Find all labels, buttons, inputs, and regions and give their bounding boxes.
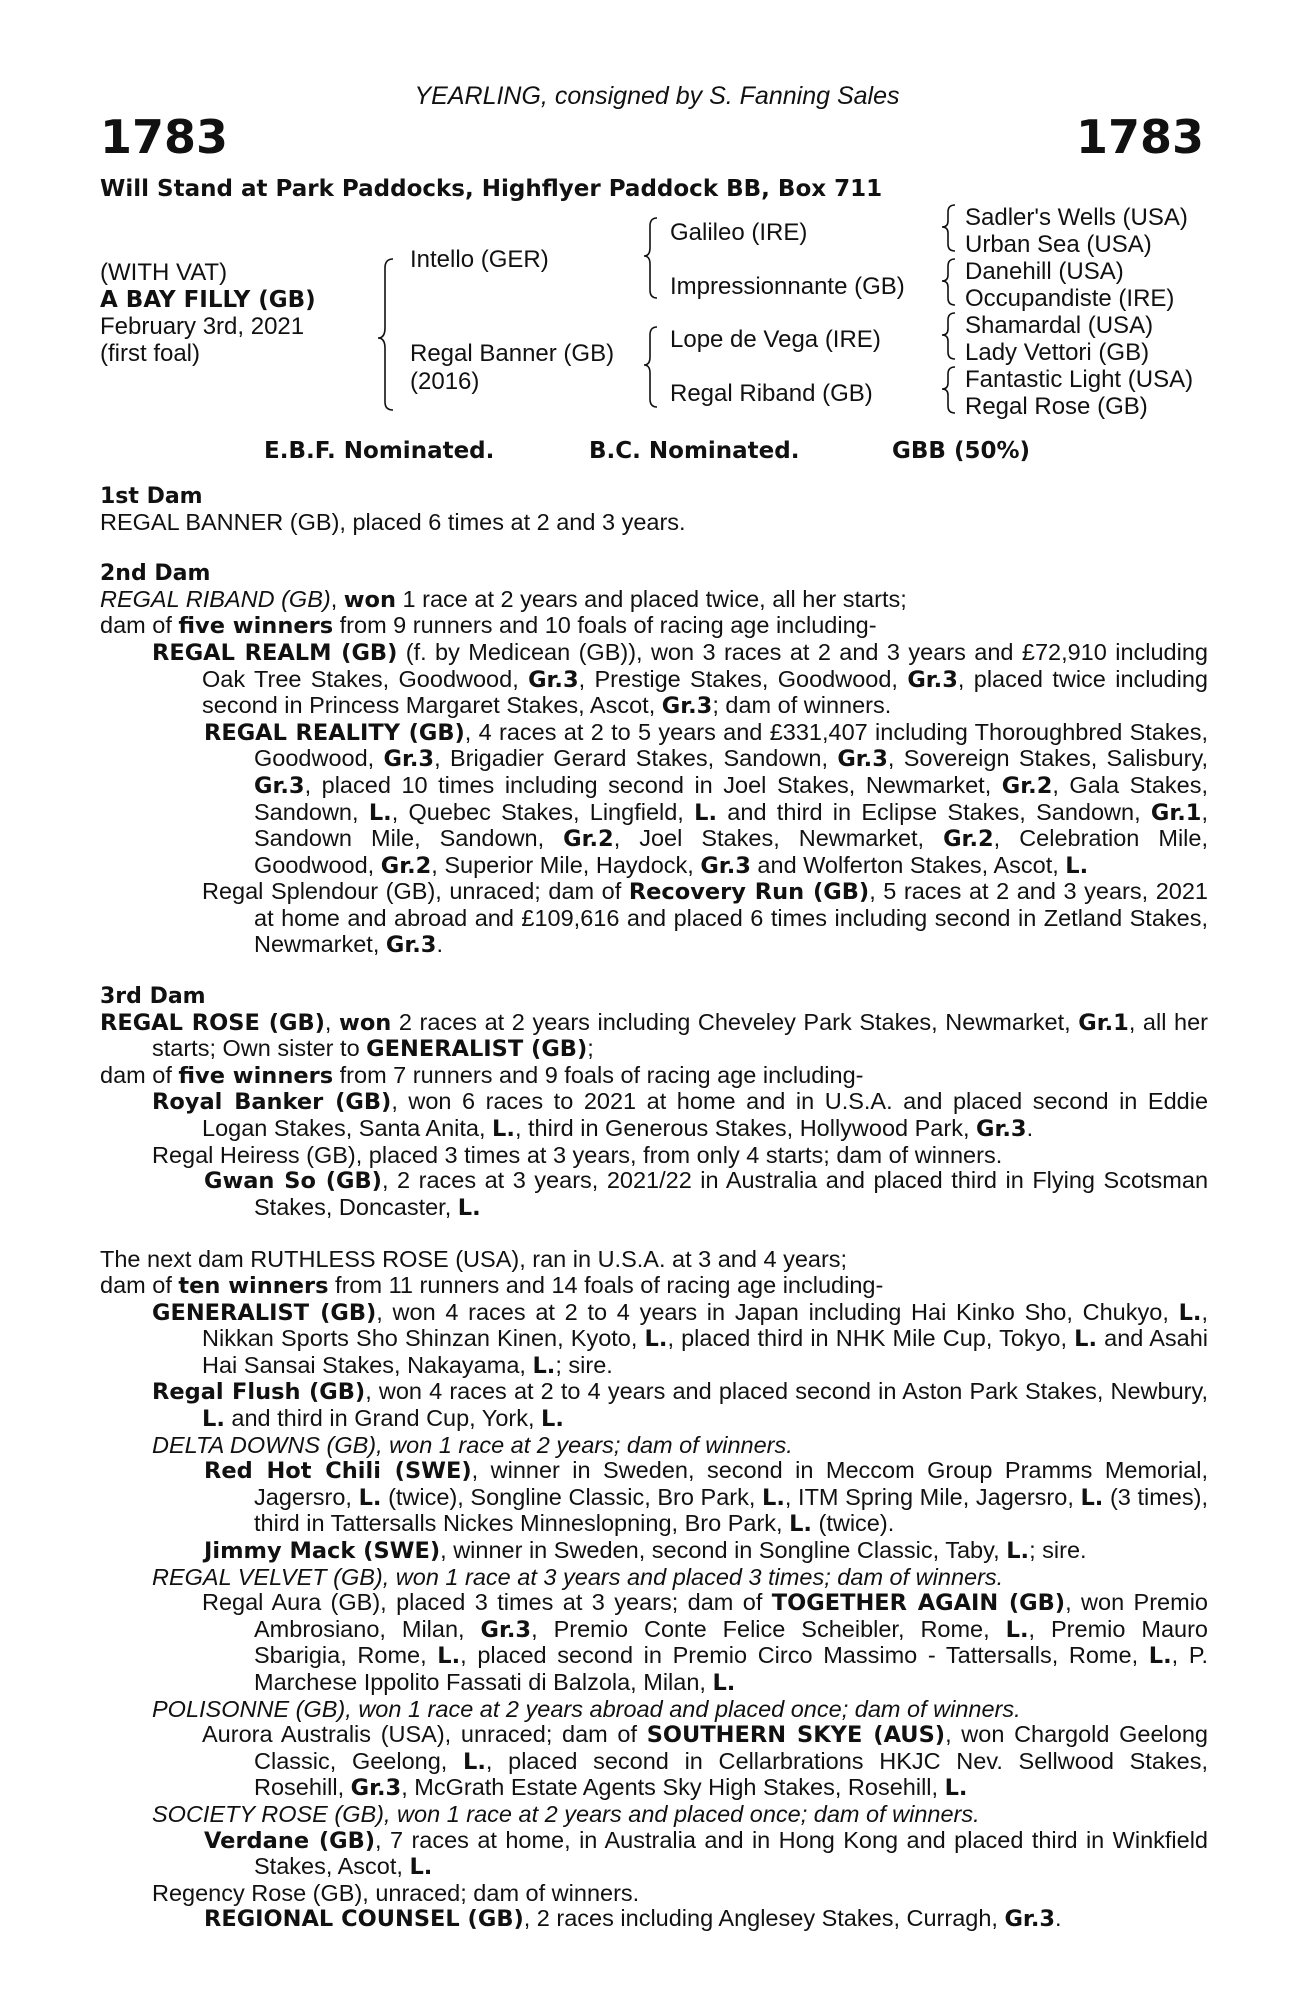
produce-society-rose: SOCIETY ROSE (GB), won 1 race at 2 years and placed once; dam of winners. <box>152 1800 980 1827</box>
sire-dam: Impressionnante (GB) <box>670 273 905 300</box>
third-dam-heading: 3rd Dam <box>100 984 206 1010</box>
produce-regency-rose: Regency Rose (GB), unraced; dam of winners. <box>152 1879 640 1906</box>
first-dam-text: REGAL BANNER (GB), placed 6 times at 2 and 3 years. <box>100 508 686 535</box>
foaling-date: February 3rd, 2021 <box>100 313 305 340</box>
consignment-line: YEARLING, consigned by S. Fanning Sales <box>414 82 900 110</box>
gg-7: Fantastic Light (USA) <box>965 366 1194 393</box>
third-dam-produce: dam of five winners from 7 runners and 9 foals of racing age including- <box>100 1061 864 1089</box>
vat-note: (WITH VAT) <box>100 259 228 286</box>
gg-1: Sadler's Wells (USA) <box>965 204 1188 231</box>
lot-number-right: 1783 <box>1075 110 1204 164</box>
produce-regal-aura: Regal Aura (GB), placed 3 times at 3 years; dam of TOGETHER AGAIN (GB), won Premio Ambrosiano, Milan, Gr.3, Premio Conte Felice Scheibler, Rome, L., Premio Mauro Sbarigia, Rome, L., placed second in Premio Circo Massimo - Tattersalls, Rome, L., P. Marchese Ippolito Fassati di Balzola, Milan, L. <box>202 1589 1209 1696</box>
dam: Regal Banner (GB) <box>410 340 615 367</box>
produce-regal-realm: REGAL REALM (GB) (f. by Medicean (GB)), won 3 races at 2 and 3 years and £72,910 including Oak Tree Stakes, Goodwood, Gr.3, Prestige Stakes, Goodwood, Gr.3, placed twice including second in Princess Margaret Stakes, Ascot, Gr.3; dam of winners. <box>152 638 1208 720</box>
bc-nominated: B.C. Nominated. <box>589 438 800 464</box>
produce-regional-counsel: REGIONAL COUNSEL (GB), 2 races including Anglesey Stakes, Curragh, Gr.3. <box>204 1905 1062 1933</box>
third-dam-intro: REGAL ROSE (GB), won 2 races at 2 years including Cheveley Park Stakes, Newmarket, Gr.1, all her starts; Own sister to GENERALIST (GB); <box>100 1008 1208 1063</box>
second-dam-produce: dam of five winners from 9 runners and 10 foals of racing age including- <box>100 612 877 640</box>
ebf-nominated: E.B.F. Nominated. <box>264 438 495 464</box>
fourth-dam-produce: dam of ten winners from 11 runners and 14 foals of racing age including- <box>100 1272 884 1300</box>
lot-number-left: 1783 <box>100 110 229 164</box>
sire-sire: Galileo (IRE) <box>670 219 808 246</box>
fourth-dam-intro: The next dam RUTHLESS ROSE (USA), ran in U.S.A. at 3 and 4 years; <box>100 1246 848 1273</box>
pedigree-table <box>0 0 1314 440</box>
dam-dam: Regal Riband (GB) <box>670 380 873 407</box>
first-foal-note: (first foal) <box>100 340 201 367</box>
produce-regal-splendour: Regal Splendour (GB), unraced; dam of Recovery Run (GB), 5 races at 2 and 3 years, 2021 at home and abroad and £109,616 and placed 6 times including second in Zetland Stakes, Newmarket, Gr.3. <box>202 878 1208 958</box>
stand-location: Will Stand at Park Paddocks, Highflyer Paddock BB, Box 711 <box>100 176 883 202</box>
first-dam-heading: 1st Dam <box>100 484 203 509</box>
third-dam-section <box>100 984 1208 1221</box>
produce-verdane: Verdane (GB), 7 races at home, in Australia and in Hong Kong and placed third in Winkfield Stakes, Ascot, L. <box>204 1826 1208 1881</box>
produce-regal-reality: REGAL REALITY (GB), 4 races at 2 to 5 years and £331,407 including Thoroughbred Stakes, Goodwood, Gr.3, Brigadier Gerard Stakes, Sandown, Gr.3, Sovereign Stakes, Salisbury, Gr.3, placed 10 times including second in Joel Stakes, Newmarket, Gr.2, Gala Stakes, Sandown, L., Quebec Stakes, Lingfield, L. and third in Eclipse Stakes, Sandown, Gr.1, Sandown Mile, Sandown, Gr.2, Joel Stakes, Newmarket, Gr.2, Celebration Mile, Goodwood, Gr.2, Superior Mile, Haydock, Gr.3 and Wolferton Stakes, Ascot, L. <box>204 718 1208 879</box>
dam-year: (2016) <box>410 368 480 395</box>
produce-aurora-australis: Aurora Australis (USA), unraced; dam of SOUTHERN SKYE (AUS), won Chargold Geelong Classic, Geelong, L., placed second in Cellarbrations HKJC Nev. Sellwood Stakes, Rosehill, Gr.3, McGrath Estate Agents Sky High Stakes, Rosehill, L. <box>202 1721 1208 1802</box>
gg-8: Regal Rose (GB) <box>965 393 1148 420</box>
gg-2: Urban Sea (USA) <box>965 231 1152 258</box>
catalogue-body <box>100 484 1208 1933</box>
gg-3: Danehill (USA) <box>965 258 1124 285</box>
gg-5: Shamardal (USA) <box>965 312 1154 339</box>
produce-delta-downs: DELTA DOWNS (GB), won 1 race at 2 years; dam of winners. <box>152 1431 793 1458</box>
produce-regal-flush: Regal Flush (GB), won 4 races at 2 to 4 years and placed second in Aston Park Stakes, Newbury, L. and third in Grand Cup, York, L. <box>152 1378 1208 1432</box>
second-dam-section <box>100 561 1208 958</box>
subject-name: A BAY FILLY (GB) <box>100 287 316 313</box>
produce-royal-banker: Royal Banker (GB), won 6 races to 2021 at home and in U.S.A. and placed second in Eddie Logan Stakes, Santa Anita, L., third in Generous Stakes, Hollywood Park, Gr.3. <box>152 1088 1209 1143</box>
dam-sire: Lope de Vega (IRE) <box>670 326 881 353</box>
fourth-dam-section <box>100 1247 1208 1932</box>
second-dam-intro: REGAL RIBAND (GB), won 1 race at 2 years and placed twice, all her starts; <box>100 585 907 613</box>
produce-polisonne: POLISONNE (GB), won 1 race at 2 years abroad and placed once; dam of winners. <box>152 1695 1021 1722</box>
first-dam-section <box>100 484 1208 535</box>
second-dam-heading: 2nd Dam <box>100 561 211 587</box>
produce-gwan-so: Gwan So (GB), 2 races at 3 years, 2021/22 in Australia and placed third in Flying Scotsman Stakes, Doncaster, L. <box>204 1167 1209 1221</box>
produce-regal-velvet: REGAL VELVET (GB), won 1 race at 3 years and placed 3 times; dam of winners. <box>152 1563 1004 1590</box>
produce-generalist: GENERALIST (GB), won 4 races at 2 to 4 years in Japan including Hai Kinko Sho, Chukyo, L., Nikkan Sports Sho Shinzan Kinen, Kyoto, L., placed third in NHK Mile Cup, Tokyo, L. and Asahi Hai Sansai Stakes, Nakayama, L.; sire. <box>152 1298 1208 1379</box>
gbb-percentage: GBB (50%) <box>892 438 1031 464</box>
produce-red-hot-chili: Red Hot Chili (SWE), winner in Sweden, second in Meccom Group Pramms Memorial, Jagersro, L. (twice), Songline Classic, Bro Park, L., ITM Spring Mile, Jagersro, L. (3 times), third in Tattersalls Nickes Minneslopning, Bro Park, L. (twice). <box>204 1457 1208 1538</box>
produce-regal-heiress: Regal Heiress (GB), placed 3 times at 3 years, from only 4 starts; dam of winners. <box>152 1141 1003 1168</box>
gg-6: Lady Vettori (GB) <box>965 339 1150 366</box>
produce-jimmy-mack: Jimmy Mack (SWE), winner in Sweden, second in Songline Classic, Taby, L.; sire. <box>204 1536 1087 1564</box>
gg-4: Occupandiste (IRE) <box>965 285 1175 312</box>
pedigree-braces <box>0 0 1314 440</box>
sire: Intello (GER) <box>410 246 549 273</box>
